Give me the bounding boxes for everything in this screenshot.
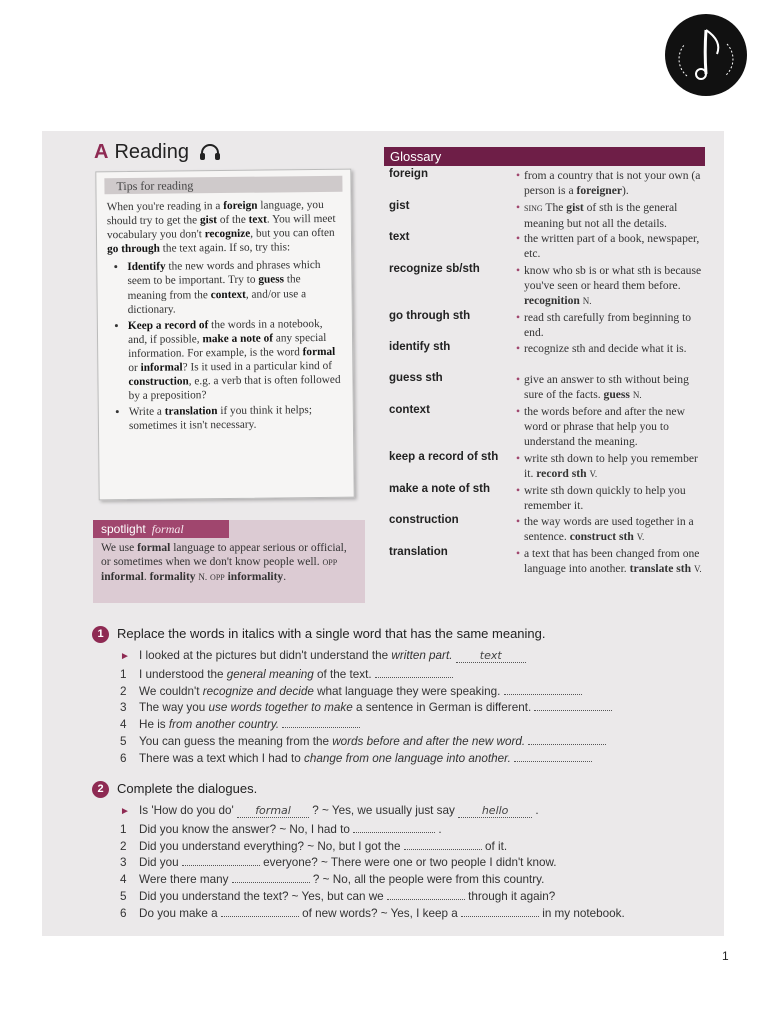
exercise-1-item bbox=[120, 750, 592, 765]
glossary-definition: • from a country that is not your own (a person is a foreigner). bbox=[524, 168, 710, 198]
glossary-definition: • write sth down quickly to help you remember it. bbox=[524, 483, 710, 513]
glossary-definition: • recognize sth and decide what it is. bbox=[524, 341, 710, 356]
exercise-1-item bbox=[120, 716, 360, 731]
item-number: 1 bbox=[120, 667, 127, 681]
glossary-term: construction bbox=[389, 514, 459, 526]
tips-intro: When you're reading in a foreign language, you should try to get the gist of the text. You will meet vocabulary you don't recognize, but you can often go through the text again. If so, try this: bbox=[106, 198, 336, 256]
glossary-definition: • a text that has been changed from one language into another. translate sth V. bbox=[524, 546, 710, 577]
exercise-number-badge: 1 bbox=[92, 626, 109, 643]
item-number: ► bbox=[120, 651, 130, 662]
glossary-definition: • the way words are used together in a sentence. construct sth V. bbox=[524, 514, 710, 545]
glossary-term: text bbox=[389, 231, 410, 243]
glossary-header: Glossary bbox=[384, 147, 705, 166]
glossary-term: go through sth bbox=[389, 310, 471, 322]
glossary-term: keep a record of sth bbox=[389, 451, 499, 463]
glossary-definition: • the words before and after the new word or phrase that help you to understand the meaning. bbox=[524, 404, 710, 449]
item-number: 4 bbox=[120, 718, 127, 732]
item-text: Did you know the answer? ~ No, I had to . bbox=[139, 822, 442, 836]
textbook-page bbox=[42, 131, 724, 936]
tips-for-reading-box bbox=[95, 169, 354, 501]
exercise-2-item bbox=[120, 871, 544, 886]
section-letter: A bbox=[94, 141, 109, 163]
spotlight-body: We use formal language to appear serious or official, or sometimes when we don't know people well. OPP informal. formality N. OPP informality. bbox=[101, 542, 347, 584]
item-text: Did you everyone? ~ There were one or two people I didn't know. bbox=[139, 856, 557, 870]
glossary-definition: • know who sb is or what sth is because you've seen or heard them before. recognition N. bbox=[524, 263, 710, 309]
page-number: 1 bbox=[722, 949, 729, 963]
headphones-icon bbox=[199, 143, 221, 167]
exercise-1-item bbox=[120, 699, 612, 714]
tips-bullet: • Keep a record of the words in a notebook, and, if possible, make a note of any special information. For example, is the word formal or informal? Is it used in a particular kind of construction, e.g. a verb that is often followed by a preposition? bbox=[128, 317, 343, 404]
exercise-1-heading bbox=[92, 626, 546, 643]
item-number: 3 bbox=[120, 856, 127, 870]
glossary-term: guess sth bbox=[389, 372, 443, 384]
item-text: Do you make a of new words? ~ Yes, I keep a in my notebook. bbox=[139, 906, 625, 920]
item-number: 6 bbox=[120, 751, 127, 765]
item-text: I understood the general meaning of the text. bbox=[139, 668, 453, 681]
spotlight-label: spotlight bbox=[101, 522, 146, 536]
exercise-2-item bbox=[120, 838, 507, 853]
item-text: We couldn't recognize and decide what language they were speaking. bbox=[139, 685, 582, 698]
glossary-term: translation bbox=[389, 546, 448, 558]
exercise-2-item bbox=[120, 905, 625, 920]
exercise-1-item bbox=[120, 733, 606, 748]
glossary-term: context bbox=[389, 404, 430, 416]
exercise-1-item bbox=[120, 666, 453, 681]
spotlight-header bbox=[93, 520, 229, 538]
exercise-1-item bbox=[120, 649, 526, 663]
tips-list bbox=[107, 258, 343, 434]
glossary-term: foreign bbox=[389, 168, 428, 180]
glossary-term: make a note of sth bbox=[389, 483, 490, 495]
item-text: Is 'How do you do' formal ? ~ Yes, we usually just say hello . bbox=[139, 804, 539, 817]
item-text: Did you understand everything? ~ No, but I got the of it. bbox=[139, 839, 508, 853]
item-number: ► bbox=[120, 806, 130, 817]
item-number: 1 bbox=[120, 822, 127, 836]
exercise-number-badge: 2 bbox=[92, 781, 109, 798]
item-number: 3 bbox=[120, 701, 127, 715]
section-title bbox=[94, 141, 221, 167]
exercise-2-heading bbox=[92, 781, 257, 798]
item-text: Were there many ? ~ No, all the people were from this country. bbox=[139, 873, 545, 887]
spotlight-word: formal bbox=[151, 522, 184, 536]
section-title-text: Reading bbox=[114, 141, 189, 163]
item-number: 5 bbox=[120, 890, 127, 903]
item-number: 2 bbox=[120, 839, 127, 853]
anniversary-badge-icon bbox=[665, 14, 747, 96]
exercise-2-item bbox=[120, 804, 539, 818]
item-number: 4 bbox=[120, 873, 127, 887]
item-text: Did you understand the text? ~ Yes, but can we through it again? bbox=[139, 890, 556, 903]
exercise-2-item bbox=[120, 854, 557, 869]
item-text: You can guess the meaning from the words before and after the new word. bbox=[139, 735, 606, 748]
tips-heading: Tips for reading bbox=[104, 176, 342, 194]
item-text: I looked at the pictures but didn't understand the written part. text bbox=[139, 649, 526, 662]
item-text: There was a text which I had to change from one language into another. bbox=[139, 752, 592, 765]
exercise-2-instruction: Complete the dialogues. bbox=[117, 781, 258, 796]
item-number: 5 bbox=[120, 735, 127, 748]
glossary-term: recognize sb/sth bbox=[389, 263, 480, 275]
exercise-2-item bbox=[120, 888, 555, 903]
glossary-term: identify sth bbox=[389, 341, 451, 353]
item-number: 2 bbox=[120, 684, 127, 698]
glossary-definition: • SING The gist of sth is the general meaning but not all the details. bbox=[524, 200, 710, 231]
tips-bullet: • Identify the new words and phrases which seem to be important. Try to guess the meaning from the context, and/or use a dictionary. bbox=[127, 258, 342, 317]
exercise-1-item bbox=[120, 683, 582, 698]
exercise-2-item bbox=[120, 821, 442, 836]
glossary-term: gist bbox=[389, 200, 410, 212]
glossary-definition: • give an answer to sth without being sure of the facts. guess N. bbox=[524, 372, 710, 403]
item-text: The way you use words together to make a sentence in German is different. bbox=[139, 701, 612, 714]
glossary-definition: • the written part of a book, newspaper, etc. bbox=[524, 231, 710, 261]
tips-bullet: • Write a translation if you think it helps; sometimes it isn't necessary. bbox=[129, 403, 343, 433]
item-text: He is from another country. bbox=[139, 718, 360, 731]
spotlight-box bbox=[93, 520, 365, 603]
glossary-definition: • read sth carefully from beginning to end. bbox=[524, 310, 710, 340]
exercise-1-instruction: Replace the words in italics with a single word that has the same meaning. bbox=[117, 626, 546, 641]
glossary-definition: • write sth down to help you remember it. record sth V. bbox=[524, 451, 710, 482]
anniversary-logo bbox=[665, 14, 747, 96]
item-number: 6 bbox=[120, 906, 127, 920]
